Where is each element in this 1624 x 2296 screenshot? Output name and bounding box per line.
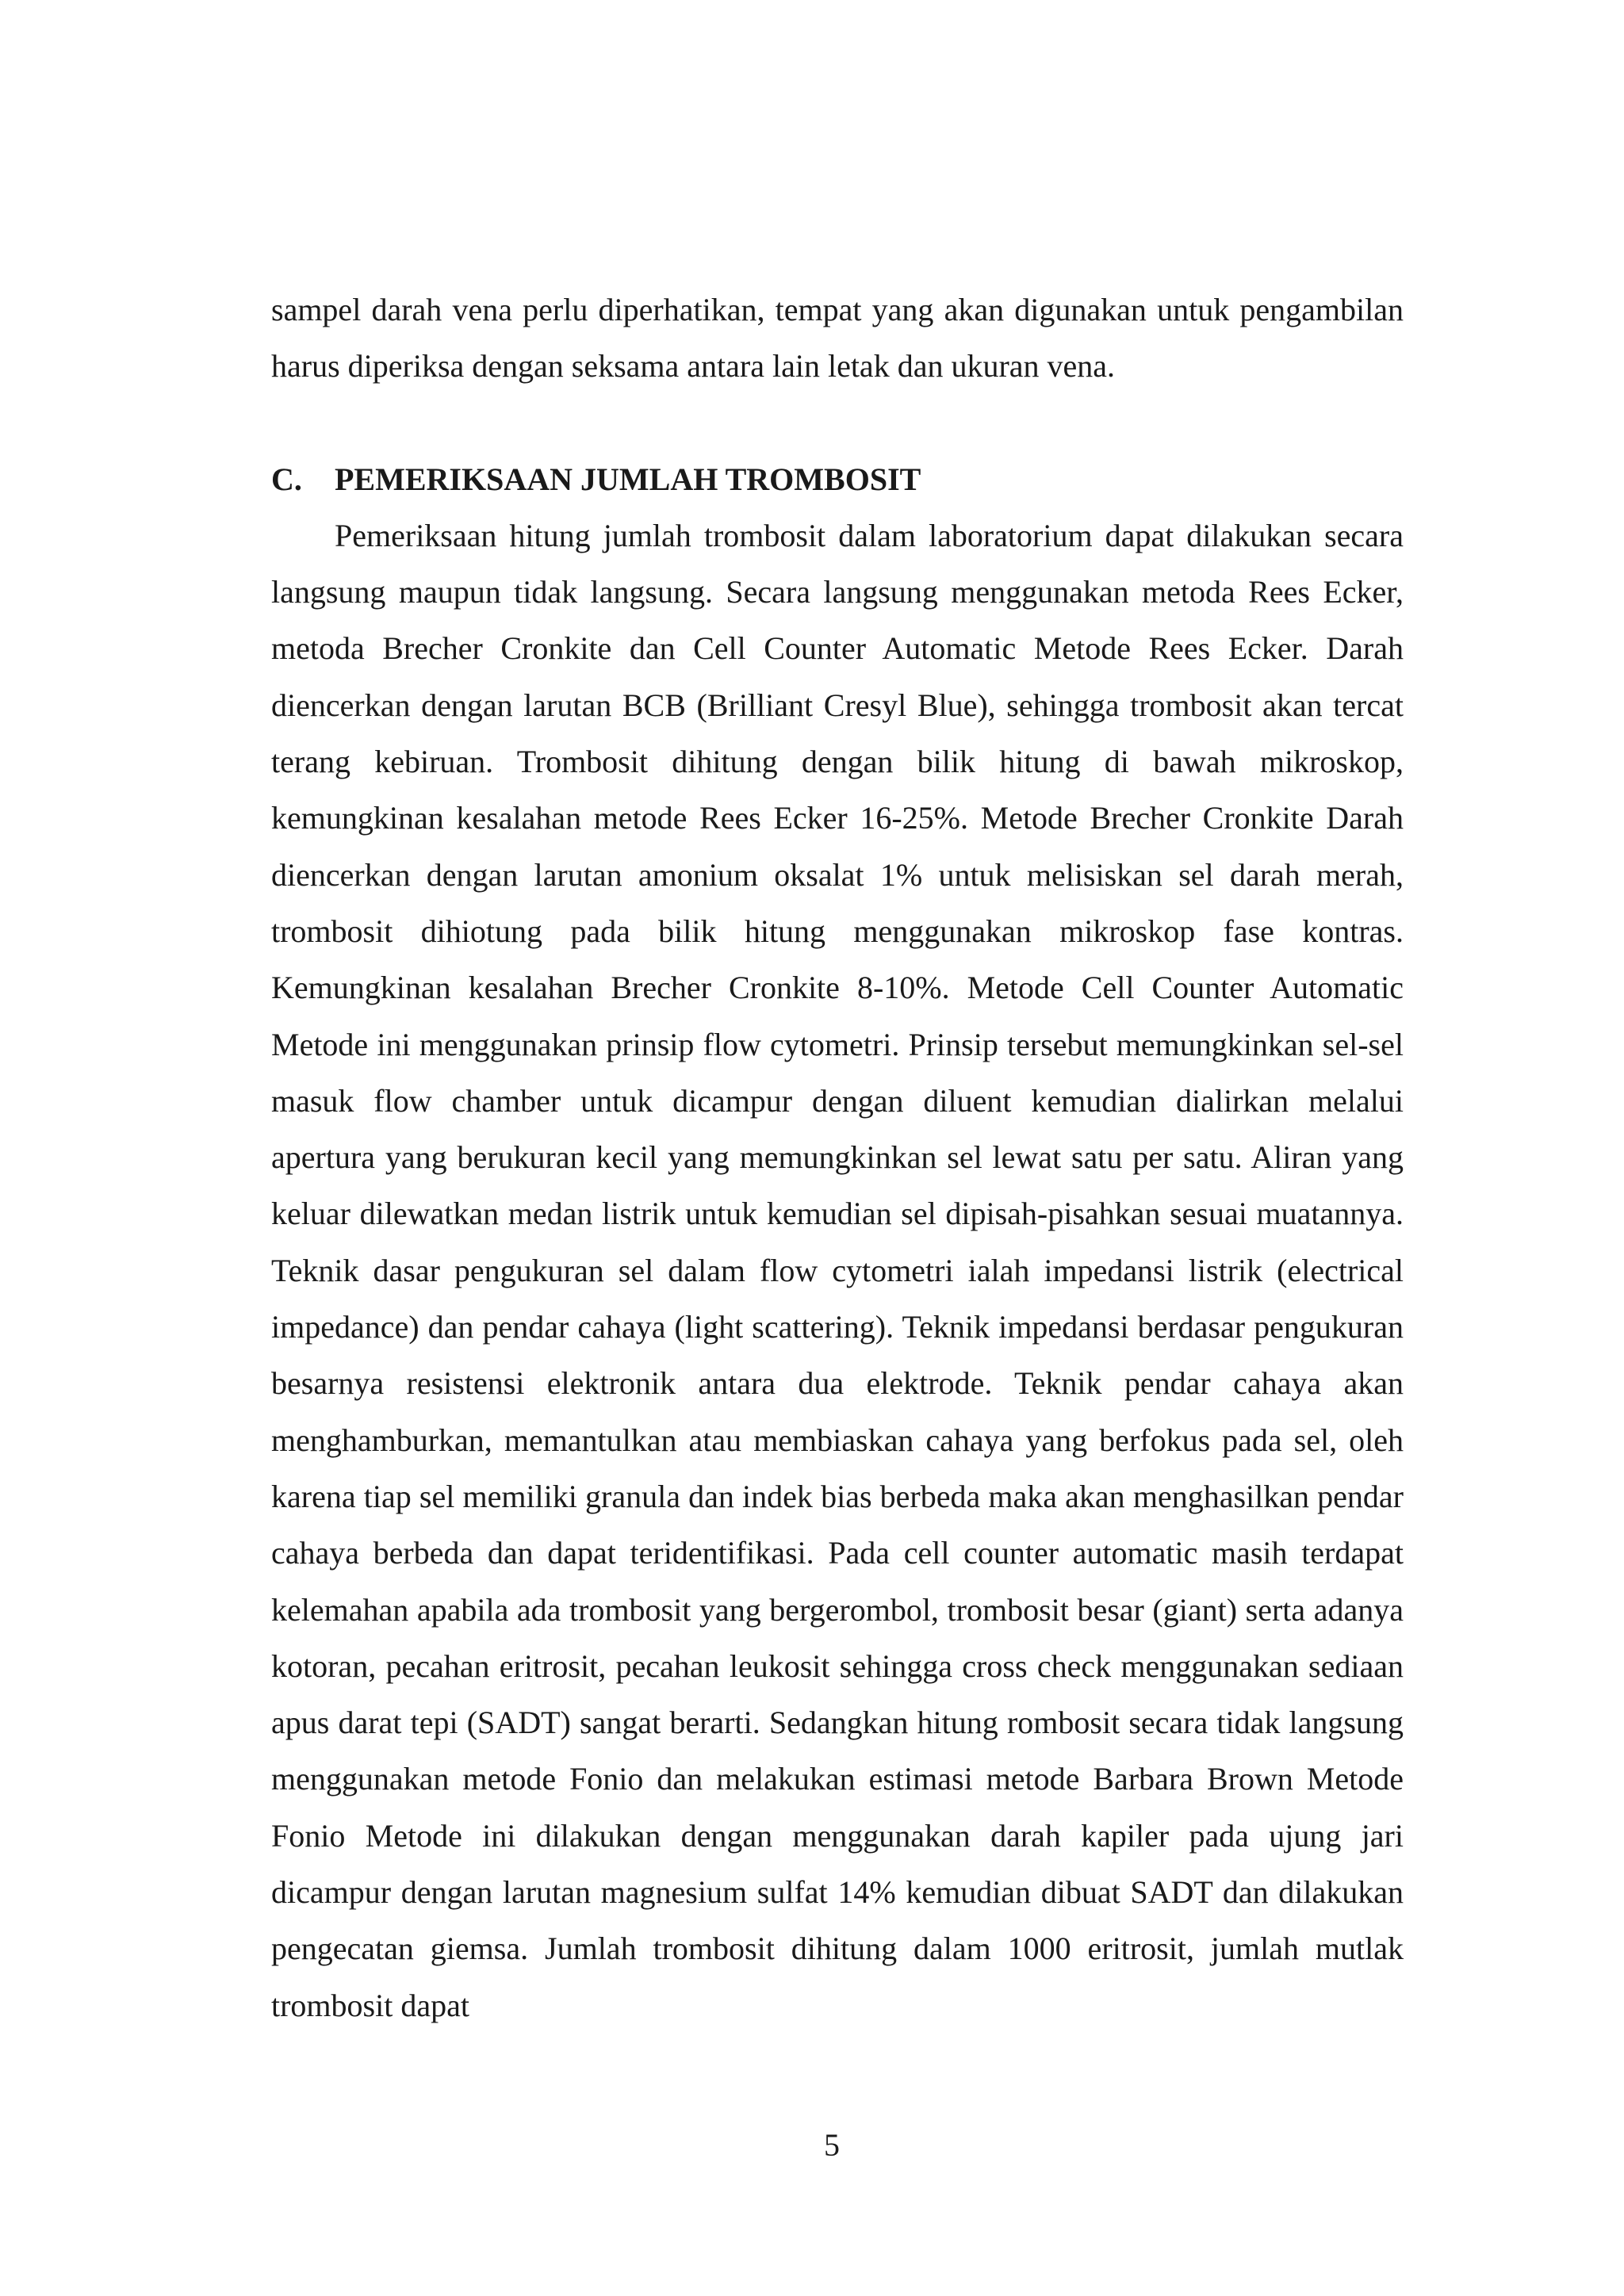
intro-paragraph: sampel darah vena perlu diperhatikan, tempat yang akan digunakan untuk pengambilan harus diperiksa dengan seksama antara lain letak dan ukuran vena. <box>271 292 1404 385</box>
document-page <box>271 281 1404 2034</box>
page-number: 5 <box>824 2127 840 2163</box>
body-paragraph: Pemeriksaan hitung jumlah trombosit dalam laboratorium dapat dilakukan secara langsung maupun tidak langsung. Secara langsung menggunakan metoda Rees Ecker, metoda Brecher Cronkite dan Cell Counter Automatic Metode Rees Ecker. Darah diencerkan dengan larutan BCB (Brilliant Cresyl Blue), sehingga trombosit akan tercat terang kebiruan. Trombosit dihitung dengan bilik hitung di bawah mikroskop, kemungkinan kesalahan metode Rees Ecker 16-25%. Metode Brecher Cronkite Darah diencerkan dengan larutan amonium oksalat 1% untuk melisiskan sel darah merah, trombosit dihiotung pada bilik hitung menggunakan mikroskop fase kontras. Kemungkinan kesalahan Brecher Cronkite 8-10%. Metode Cell Counter Automatic Metode ini menggunakan prinsip flow cytometri. Prinsip tersebut memungkinkan sel-sel masuk flow chamber untuk dicampur dengan diluent kemudian dialirkan melalui apertura yang berukuran kecil yang memungkinkan sel lewat satu per satu. Aliran yang keluar dilewatkan medan listrik untuk kemudian sel dipisah-pisahkan sesuai muatannya. Teknik dasar pengukuran sel dalam flow cytometri ialah impedansi listrik (electrical impedance) dan pendar cahaya (light scattering). Teknik impedansi berdasar pengukuran besarnya resistensi elektronik antara dua elektrode. Teknik pendar cahaya akan menghamburkan, memantulkan atau membiaskan cahaya yang berfokus pada sel, oleh karena tiap sel memiliki granula dan indek bias berbeda maka akan menghasilkan pendar cahaya berbeda dan dapat teridentifikasi. Pada cell counter automatic masih terdapat kelemahan apabila ada trombosit yang bergerombol, trombosit besar (giant) serta adanya kotoran, pecahan eritrosit, pecahan leukosit sehingga cross check menggunakan sediaan apus darat tepi (SADT) sangat berarti. Sedangkan hitung rombosit secara tidak langsung menggunakan metode Fonio dan melakukan estimasi metode Barbara Brown Metode Fonio Metode ini dilakukan dengan menggunakan darah kapiler pada ujung jari dicampur dengan larutan magnesium sulfat 14% kemudian dibuat SADT dan dilakukan pengecatan giemsa. Jumlah trombosit dihitung dalam 1000 eritrosit, jumlah mutlak trombosit dapat <box>271 517 1404 2023</box>
section-letter: C. <box>271 461 302 497</box>
section-heading <box>271 451 1404 507</box>
section-title: PEMERIKSAAN JUMLAH TROMBOSIT <box>335 461 921 497</box>
